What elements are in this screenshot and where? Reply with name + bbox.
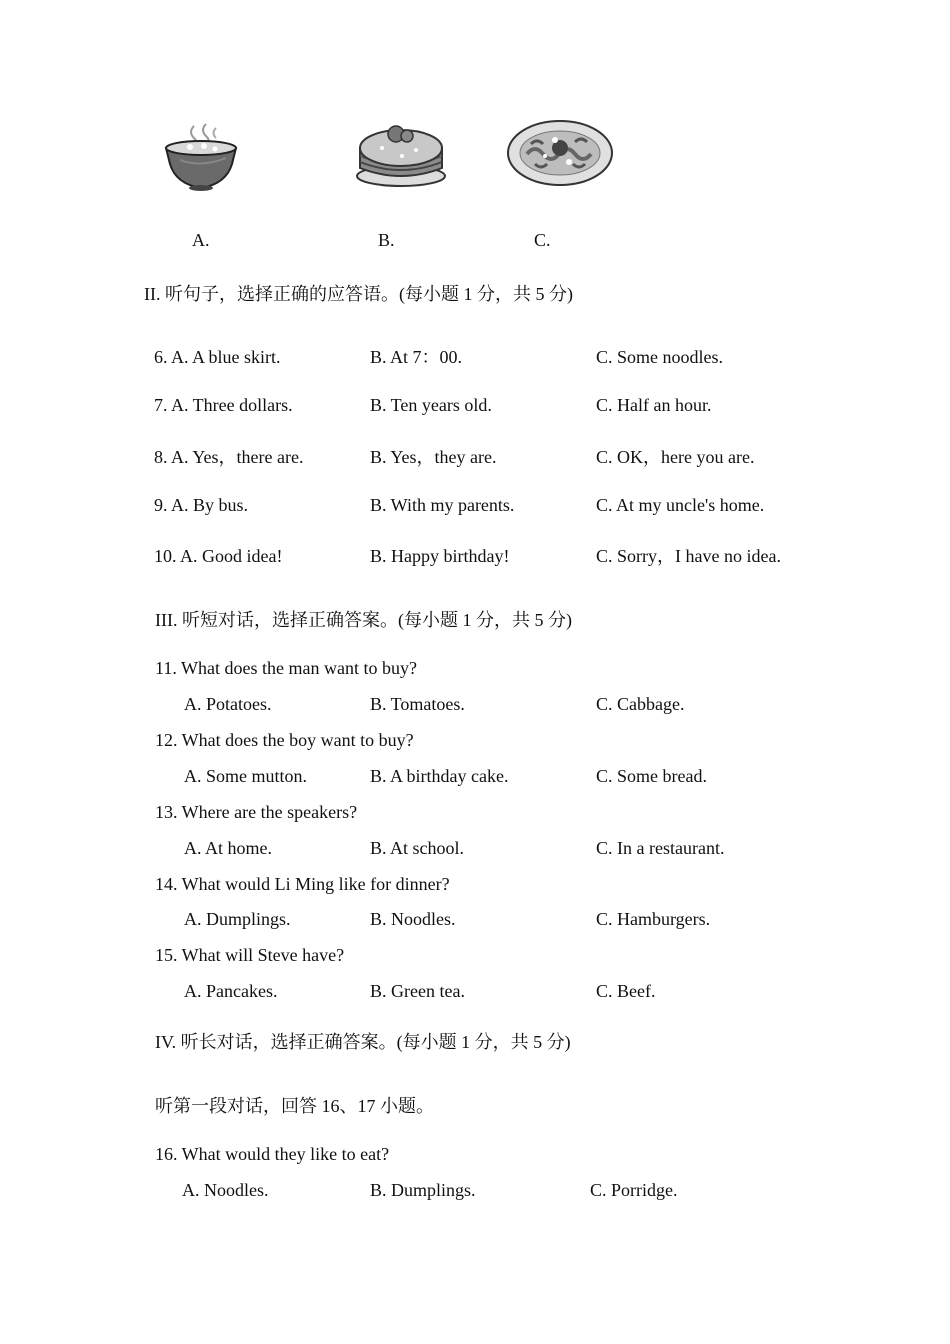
q16-option-a: A. Noodles. — [182, 1180, 269, 1200]
q12-option-a: A. Some mutton. — [184, 766, 308, 786]
q10-option-b: B. Happy birthday! — [370, 546, 510, 566]
q10-option-c: C. Sorry，I have no idea. — [596, 546, 781, 566]
q7-option-a: 7. A. Three dollars. — [154, 395, 293, 415]
q8-option-a: 8. A. Yes，there are. — [154, 447, 304, 467]
q15-option-a: A. Pancakes. — [184, 981, 278, 1001]
q9-option-a: 9. A. By bus. — [154, 495, 249, 515]
q12-option-c: C. Some bread. — [596, 766, 707, 786]
q15-question: 15. What will Steve have? — [155, 945, 345, 965]
q7-option-b: B. Ten years old. — [370, 395, 492, 415]
q12-option-b: B. A birthday cake. — [370, 766, 509, 786]
q7-option-c: C. Half an hour. — [596, 395, 712, 415]
section-4-subheading: 听第一段对话，回答 16、17 小题。 — [155, 1096, 434, 1116]
porridge-bowl-icon — [160, 120, 242, 192]
q13-option-b: B. At school. — [370, 838, 465, 858]
q14-option-b: B. Noodles. — [370, 909, 456, 929]
q15-option-b: B. Green tea. — [370, 981, 465, 1001]
q13-option-a: A. At home. — [184, 838, 272, 858]
q11-option-c: C. Cabbage. — [596, 694, 685, 714]
q13-question: 13. Where are the speakers? — [155, 802, 358, 822]
q11-option-b: B. Tomatoes. — [370, 694, 465, 714]
q9-option-b: B. With my parents. — [370, 495, 515, 515]
image-label-a: A. — [192, 230, 210, 250]
q11-question: 11. What does the man want to buy? — [155, 658, 417, 678]
q14-question: 14. What would Li Ming like for dinner? — [155, 874, 450, 894]
section-4-heading: IV. 听长对话，选择正确答案。(每小题 1 分，共 5 分) — [155, 1032, 571, 1052]
q12-question: 12. What does the boy want to buy? — [155, 730, 414, 750]
shrimp-plate-icon — [505, 118, 615, 188]
q13-option-c: C. In a restaurant. — [596, 838, 725, 858]
q16-option-c: C. Porridge. — [590, 1180, 678, 1200]
q14-option-a: A. Dumplings. — [184, 909, 291, 929]
image-label-c: C. — [534, 230, 551, 250]
q8-option-c: C. OK，here you are. — [596, 447, 755, 467]
q6-option-c: C. Some noodles. — [596, 347, 724, 367]
q14-option-c: C. Hamburgers. — [596, 909, 711, 929]
section-3-heading: III. 听短对话，选择正确答案。(每小题 1 分，共 5 分) — [155, 610, 572, 630]
q6-option-a: 6. A. A blue skirt. — [154, 347, 281, 367]
pancake-cake-icon — [352, 118, 450, 190]
q9-option-c: C. At my uncle's home. — [596, 495, 765, 515]
q8-option-b: B. Yes，they are. — [370, 447, 497, 467]
q6-option-b: B. At 7：00. — [370, 347, 463, 367]
section-2-heading: II. 听句子，选择正确的应答语。(每小题 1 分，共 5 分) — [144, 284, 573, 304]
q11-option-a: A. Potatoes. — [184, 694, 272, 714]
q15-option-c: C. Beef. — [596, 981, 656, 1001]
q16-option-b: B. Dumplings. — [370, 1180, 476, 1200]
q10-option-a: 10. A. Good idea! — [154, 546, 283, 566]
q16-question: 16. What would they like to eat? — [155, 1144, 390, 1164]
image-label-b: B. — [378, 230, 395, 250]
